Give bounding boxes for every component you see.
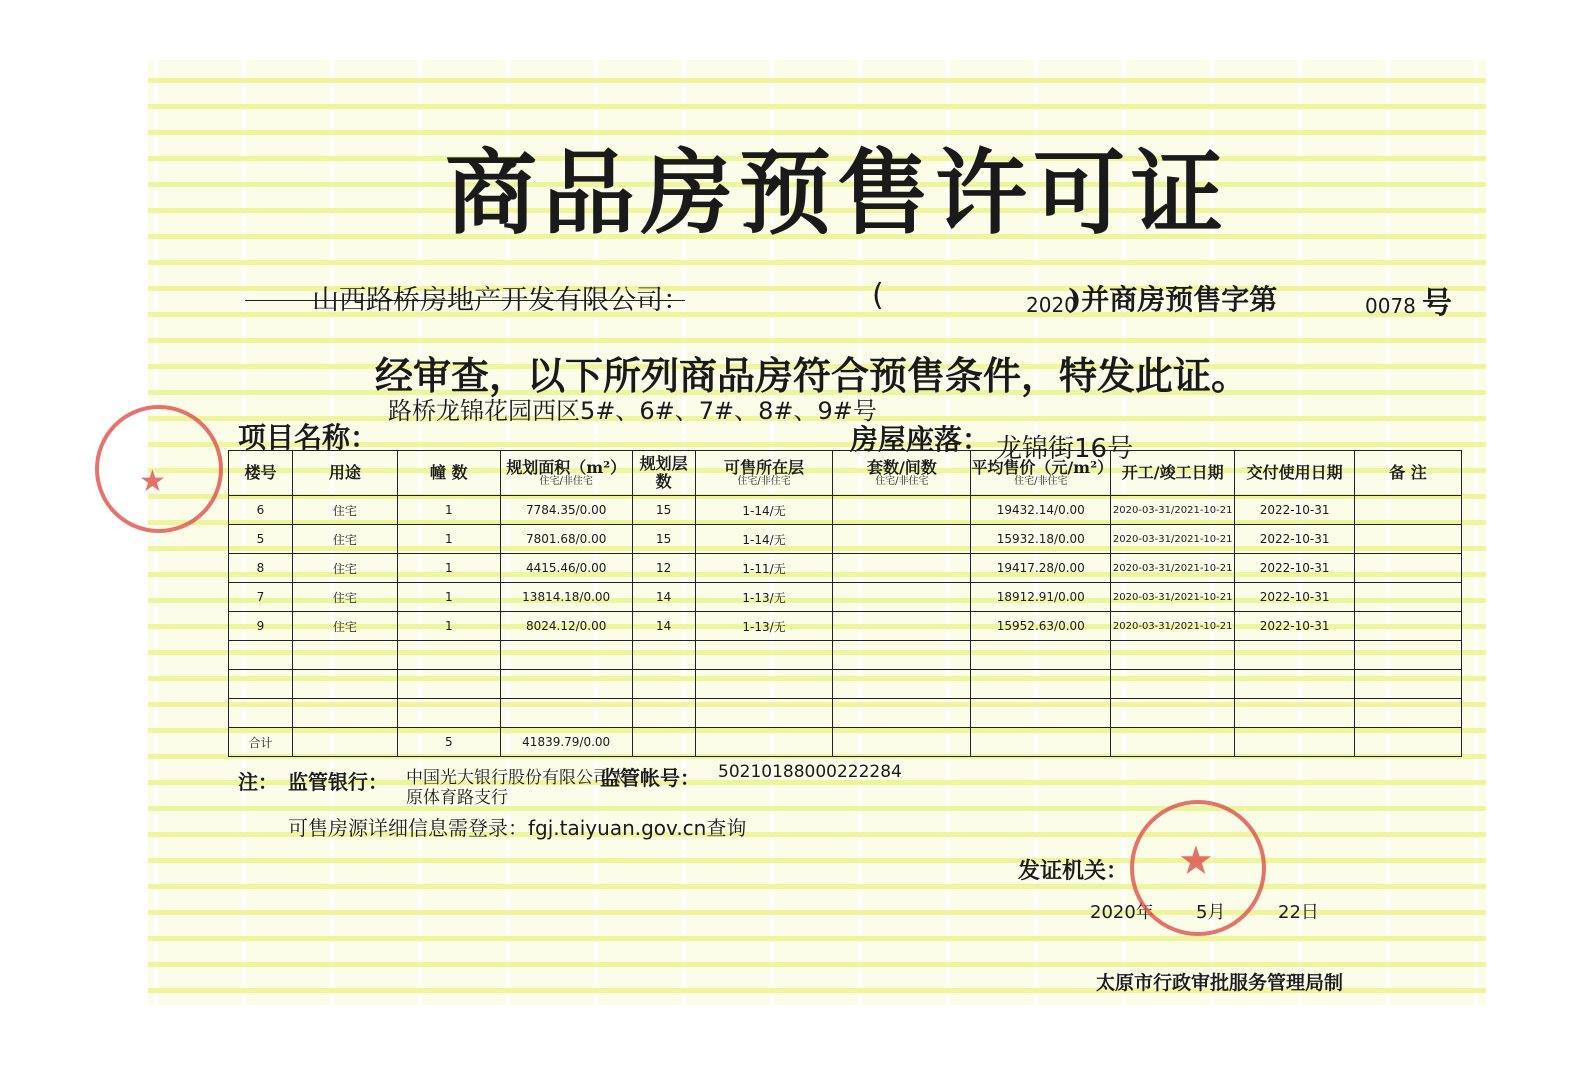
table-cell [500, 670, 632, 699]
table-cell [833, 554, 971, 583]
bank-label: 监管银行： [288, 770, 388, 794]
seal-star-icon: ★ [1178, 838, 1214, 884]
table-cell: 住宅 [292, 583, 397, 612]
total-cell [695, 728, 833, 757]
column-header [695, 451, 833, 496]
table-cell [833, 641, 971, 670]
header-title: 规划面积（m²） [506, 457, 627, 477]
table-cell: 18912.91/0.00 [971, 583, 1111, 612]
table-cell: 住宅 [292, 525, 397, 554]
header-title: 交付使用日期 [1246, 463, 1343, 483]
table-cell [1235, 641, 1355, 670]
table-header [229, 451, 1462, 496]
table-cell: 1 [397, 525, 500, 554]
column-header [292, 451, 397, 496]
table-cell [1111, 699, 1235, 728]
empty-row [229, 670, 1462, 699]
header-subtitle: 住宅/非住宅 [737, 476, 791, 488]
table-cell: 2022-10-31 [1235, 583, 1355, 612]
table-cell: 2020-03-31/2021-10-21 [1111, 612, 1235, 641]
table-cell: 1-14/无 [695, 496, 833, 525]
empty-row [229, 641, 1462, 670]
table-cell [397, 670, 500, 699]
permit-suffix: 号 [1422, 286, 1452, 321]
header-title: 可售所在层 [724, 457, 805, 477]
table-cell [1355, 670, 1462, 699]
column-header [229, 451, 293, 496]
total-cell [833, 728, 971, 757]
header-subtitle: 住宅/非住宅 [875, 476, 929, 488]
table-cell: 1-11/无 [695, 554, 833, 583]
table-cell [1235, 699, 1355, 728]
table-cell: 14 [632, 583, 695, 612]
header-title: 开工/竣工日期 [1121, 463, 1224, 483]
table-cell: 1-13/无 [695, 583, 833, 612]
account-label: 监管帐号： [600, 766, 700, 790]
column-header [1111, 451, 1235, 496]
seal-star-icon: ★ [139, 464, 166, 499]
issue-month: 5月 [1196, 902, 1226, 923]
table-cell [632, 641, 695, 670]
table-cell [695, 670, 833, 699]
table-cell: 9 [229, 612, 293, 641]
table-cell [229, 699, 293, 728]
header-title: 套数/间数 [866, 457, 937, 477]
table-cell [833, 699, 971, 728]
table-row [229, 612, 1462, 641]
total-row [229, 728, 1462, 757]
table-cell: 住宅 [292, 612, 397, 641]
total-cell: 合计 [229, 728, 293, 757]
table-cell: 7784.35/0.00 [500, 496, 632, 525]
table-cell: 1 [397, 583, 500, 612]
table-cell [500, 641, 632, 670]
table-cell [1355, 554, 1462, 583]
table-cell: 6 [229, 496, 293, 525]
table-row [229, 583, 1462, 612]
table-cell: 5 [229, 525, 293, 554]
table-cell: 4415.46/0.00 [500, 554, 632, 583]
footer-issuer: 太原市行政审批服务管理局制 [1096, 972, 1344, 994]
table-cell [833, 496, 971, 525]
permit-number: 0078 [1365, 294, 1416, 318]
table-cell: 8 [229, 554, 293, 583]
table-cell: 14 [632, 612, 695, 641]
table-cell [1355, 612, 1462, 641]
table-cell [833, 612, 971, 641]
column-header [632, 451, 695, 496]
total-cell: 5 [397, 728, 500, 757]
column-header [1235, 451, 1355, 496]
table-cell [229, 670, 293, 699]
header-title: 用途 [328, 463, 361, 483]
location: 龙锦街16号 [996, 434, 1134, 464]
issuer-label: 发证机关： [1018, 858, 1129, 884]
total-cell [1235, 728, 1355, 757]
table-cell [632, 699, 695, 728]
table-cell: 住宅 [292, 496, 397, 525]
total-cell [632, 728, 695, 757]
table-cell: 19432.14/0.00 [971, 496, 1111, 525]
location-label: 房屋座落： [850, 423, 991, 456]
bank-name: 中国光大银行股份有限公司太原体育路支行 [406, 768, 627, 808]
header-title: 备 注 [1389, 463, 1427, 483]
table-cell: 2020-03-31/2021-10-21 [1111, 496, 1235, 525]
issue-year: 2020年 [1090, 902, 1154, 923]
table-cell [1355, 641, 1462, 670]
table-cell [292, 699, 397, 728]
permit-year: 2020 [1026, 293, 1077, 317]
table-cell: 2022-10-31 [1235, 554, 1355, 583]
table-cell: 7801.68/0.00 [500, 525, 632, 554]
account-number: 50210188000222284 [718, 762, 902, 782]
statement: 经审查，以下所列商品房符合预售条件，特发此证。 [375, 353, 1250, 398]
table-cell [833, 525, 971, 554]
table-cell [695, 699, 833, 728]
table-row [229, 525, 1462, 554]
table-cell [695, 641, 833, 670]
document-title: 商品房预售许可证 [445, 139, 1230, 247]
table-cell: 住宅 [292, 554, 397, 583]
table-cell: 1-14/无 [695, 525, 833, 554]
table-cell [292, 670, 397, 699]
empty-row [229, 699, 1462, 728]
table-cell [500, 699, 632, 728]
table-cell [1235, 670, 1355, 699]
column-header [397, 451, 500, 496]
table-cell: 19417.28/0.00 [971, 554, 1111, 583]
total-cell [971, 728, 1111, 757]
table-cell [971, 670, 1111, 699]
note-label: 注： [238, 770, 278, 794]
table-cell: 1-13/无 [695, 612, 833, 641]
table-cell: 1 [397, 612, 500, 641]
table-cell: 2022-10-31 [1235, 525, 1355, 554]
column-header [833, 451, 971, 496]
column-header [500, 451, 632, 496]
table-row [229, 496, 1462, 525]
header-title: 幢 数 [429, 463, 468, 483]
header-title: 规划层数 [639, 454, 688, 491]
header-subtitle: 住宅/非住宅 [1014, 476, 1068, 488]
table-cell: 13814.18/0.00 [500, 583, 632, 612]
issue-day: 22日 [1278, 902, 1319, 923]
table-cell: 12 [632, 554, 695, 583]
table-cell [971, 699, 1111, 728]
table-cell [397, 641, 500, 670]
table-cell [833, 670, 971, 699]
total-cell [1355, 728, 1462, 757]
table-cell [1355, 496, 1462, 525]
table-cell [1111, 641, 1235, 670]
table-cell: 15952.63/0.00 [971, 612, 1111, 641]
project-name: 路桥龙锦花园西区5#、6#、7#、8#、9#号 [388, 397, 877, 425]
official-seal [1130, 800, 1266, 936]
table-cell [229, 641, 293, 670]
building-table [228, 450, 1462, 757]
table-cell: 2020-03-31/2021-10-21 [1111, 554, 1235, 583]
table-cell: 15 [632, 525, 695, 554]
table-cell [1355, 699, 1462, 728]
table-cell: 15932.18/0.00 [971, 525, 1111, 554]
table-cell: 2020-03-31/2021-10-21 [1111, 525, 1235, 554]
table-cell [292, 641, 397, 670]
project-label: 项目名称： [238, 421, 379, 454]
table-cell: 2022-10-31 [1235, 612, 1355, 641]
table-cell [1111, 670, 1235, 699]
table-cell: 2020-03-31/2021-10-21 [1111, 583, 1235, 612]
column-header [1355, 451, 1462, 496]
query-note: 可售房源详细信息需登录：fgj.taiyuan.gov.cn查询 [288, 816, 747, 840]
column-header [971, 451, 1114, 496]
table-cell: 1 [397, 554, 500, 583]
total-cell [292, 728, 397, 757]
company-name: 山西路桥房地产开发有限公司： [312, 285, 690, 316]
table-cell [833, 583, 971, 612]
partial-seal [95, 405, 223, 533]
table-cell: 15 [632, 496, 695, 525]
paren-open: ( [872, 278, 884, 313]
table-cell [632, 670, 695, 699]
total-cell [1111, 728, 1235, 757]
table-cell [971, 641, 1111, 670]
table-cell: 7 [229, 583, 293, 612]
table-cell [1355, 583, 1462, 612]
table-cell [1355, 525, 1462, 554]
table-cell: 1 [397, 496, 500, 525]
table-cell: 2022-10-31 [1235, 496, 1355, 525]
table-cell: 8024.12/0.00 [500, 612, 632, 641]
header-title: 楼号 [244, 463, 277, 483]
permit-prefix: )并商房预售字第 [1068, 283, 1278, 316]
table-cell [397, 699, 500, 728]
table-row [229, 554, 1462, 583]
total-cell: 41839.79/0.00 [500, 728, 632, 757]
header-subtitle: 住宅/非住宅 [539, 476, 593, 488]
header-title: 平均售价（元/m²） [971, 457, 1114, 477]
